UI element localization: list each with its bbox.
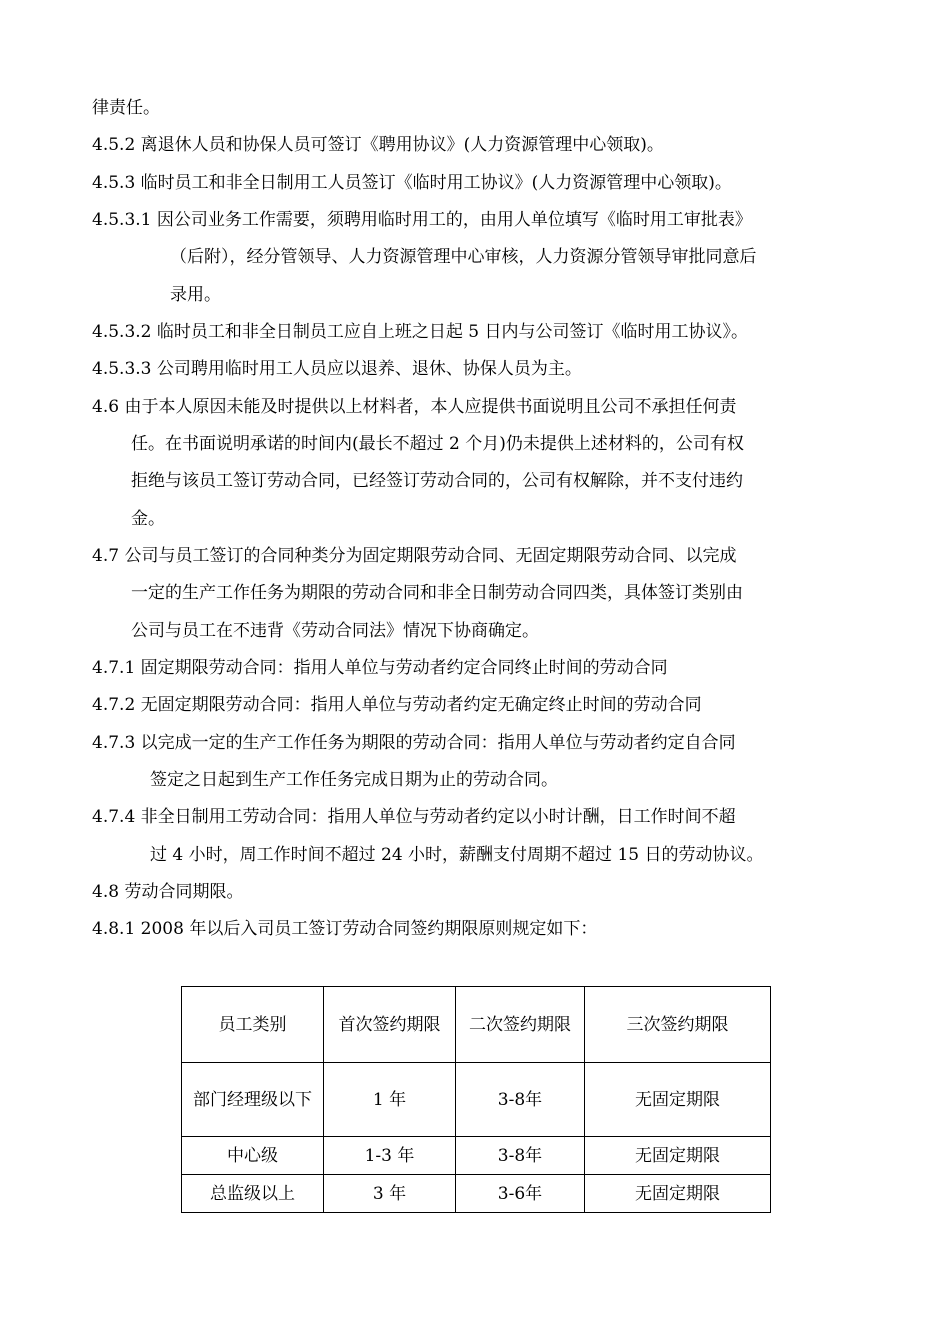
- text-line: 4.5.3 临时员工和非全日制用工人员签订《临时用工协议》(人力资源管理中心领取)。: [92, 173, 732, 193]
- text-line: 4.6 由于本人原因未能及时提供以上材料者，本人应提供书面说明且公司不承担任何责: [92, 397, 737, 417]
- table-header-cell: 二次签约期限: [456, 987, 585, 1063]
- text-line: 4.5.3.2 临时员工和非全日制员工应自上班之日起 5 日内与公司签订《临时用工协议》。: [92, 322, 749, 342]
- table-cell: 无固定期限: [585, 1175, 771, 1213]
- text-line: 录用。: [170, 285, 221, 305]
- text-line: 4.5.2 离退休人员和协保人员可签订《聘用协议》(人力资源管理中心领取)。: [92, 135, 664, 155]
- text-line: 4.7 公司与员工签订的合同种类分为固定期限劳动合同、无固定期限劳动合同、以完成: [92, 546, 737, 566]
- text-line: 4.7.2 无固定期限劳动合同：指用人单位与劳动者约定无确定终止时间的劳动合同: [92, 695, 702, 715]
- text-line: 过 4 小时，周工作时间不超过 24 小时，薪酬支付周期不超过 15 日的劳动协议。: [150, 845, 764, 865]
- text-line: 一定的生产工作任务为期限的劳动合同和非全日制劳动合同四类，具体签订类别由: [131, 583, 743, 603]
- table-header-cell: 三次签约期限: [585, 987, 771, 1063]
- table-cell: 无固定期限: [585, 1137, 771, 1175]
- table-header-cell: 首次签约期限: [324, 987, 456, 1063]
- table-row: [182, 1137, 771, 1175]
- text-line: 任。在书面说明承诺的时间内(最长不超过 2 个月)仍未提供上述材料的，公司有权: [131, 434, 744, 454]
- text-line: 签定之日起到生产工作任务完成日期为止的劳动合同。: [150, 770, 558, 790]
- text-line: 公司与员工在不违背《劳动合同法》情况下协商确定。: [131, 621, 539, 641]
- text-line: 4.7.3 以完成一定的生产工作任务为期限的劳动合同：指用人单位与劳动者约定自合同: [92, 733, 736, 753]
- table-cell: 3-6年: [456, 1175, 585, 1213]
- text-line: 律责任。: [92, 98, 160, 118]
- table-header-cell: 员工类别: [182, 987, 324, 1063]
- table-cell: 无固定期限: [585, 1063, 771, 1137]
- contract-term-table: [181, 986, 771, 1213]
- table-cell: 总监级以上: [182, 1175, 324, 1213]
- table-cell: 中心级: [182, 1137, 324, 1175]
- table-cell: 1-3 年: [324, 1137, 456, 1175]
- text-line: 4.8 劳动合同期限。: [92, 882, 244, 902]
- text-line: 4.7.1 固定期限劳动合同：指用人单位与劳动者约定合同终止时间的劳动合同: [92, 658, 668, 678]
- text-line: （后附），经分管领导、人力资源管理中心审核，人力资源分管领导审批同意后: [170, 247, 757, 267]
- text-line: 4.5.3.3 公司聘用临时用工人员应以退养、退休、协保人员为主。: [92, 359, 582, 379]
- table-row: [182, 1063, 771, 1137]
- table-cell: 1 年: [324, 1063, 456, 1137]
- text-line: 4.5.3.1 因公司业务工作需要，须聘用临时用工的，由用人单位填写《临时用工审批表》: [92, 210, 752, 230]
- table-cell: 3 年: [324, 1175, 456, 1213]
- text-line: 金。: [131, 509, 165, 529]
- text-line: 拒绝与该员工签订劳动合同，已经签订劳动合同的，公司有权解除，并不支付违约: [131, 471, 743, 491]
- text-line: 4.7.4 非全日制用工劳动合同：指用人单位与劳动者约定以小时计酬，日工作时间不超: [92, 807, 736, 827]
- table-cell: 3-8年: [456, 1137, 585, 1175]
- table-row: [182, 1175, 771, 1213]
- text-line: 4.8.1 2008 年以后入司员工签订劳动合同签约期限原则规定如下：: [92, 919, 598, 939]
- table-header-row: [182, 987, 771, 1063]
- table-cell: 部门经理级以下: [182, 1063, 324, 1137]
- table-cell: 3-8年: [456, 1063, 585, 1137]
